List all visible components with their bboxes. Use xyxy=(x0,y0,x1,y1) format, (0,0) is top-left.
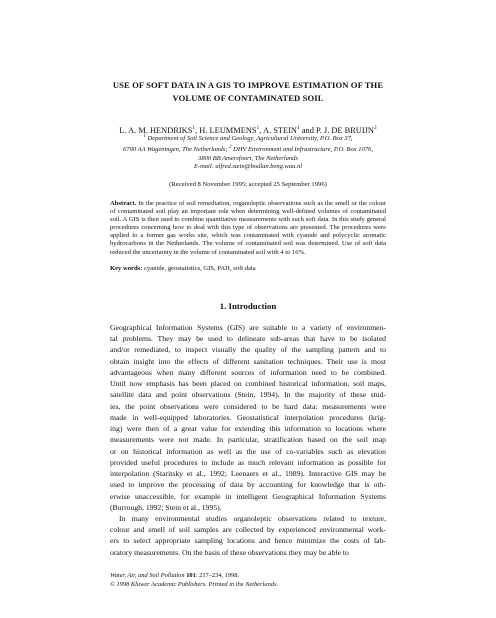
section-heading: 1. Introduction xyxy=(219,301,277,311)
body-line: measurements were not made. In particular, stratification based on the soil map xyxy=(110,435,386,445)
author-affiliation-mark: 1 xyxy=(256,125,260,131)
author-affiliation-mark: 1 xyxy=(296,125,300,131)
affiliation-sup-1: 1 xyxy=(143,134,146,139)
body-line: ing) were then of a great value for extending this information to locations where xyxy=(110,424,386,434)
received-dates: (Received 8 November 1995; accepted 25 September 1996) xyxy=(169,181,327,188)
body-line: (Burrough, 1992; Stein et al., 1995). xyxy=(110,502,222,512)
body-line: ies, the point observations were considered to be hard data: measurements were xyxy=(110,401,386,411)
title-line-2: VOLUME OF CONTAMINATED SOIL xyxy=(172,93,324,103)
affiliation-line-2a: 6700 AA Wageningen, The Netherlands; xyxy=(123,145,230,153)
affiliation-sup-2: 2 xyxy=(229,144,232,150)
body-line: interpolation (Staritsky et al., 1992; Leenaers et al., 1989). Interactive GIS may be xyxy=(110,469,386,479)
body-line: obtain insight into the effects of different sanitation techniques. Their use is most xyxy=(110,356,386,366)
author-name: L. A. M. HENDRIKS xyxy=(119,125,193,135)
body-line: In many environmental studies organoleptic observations related to texture, xyxy=(119,513,386,523)
author-name: A. STEIN xyxy=(263,125,297,135)
footer-volume: 101 xyxy=(186,572,196,579)
body-line: advantageous when many different sources of information need to be combined. xyxy=(110,367,386,377)
author-affiliation-mark: 1 xyxy=(192,125,196,131)
body-line: Geographical Information Systems (GIS) are suitable to a variety of environmen- xyxy=(110,323,386,332)
footer-copyright: © 1998 Kluwer Academic Publishers. Printed in the Netherlands. xyxy=(110,580,279,588)
body-line: tal problems. They may be used to delineate sub-areas that have to be isolated xyxy=(110,334,386,344)
affiliations xyxy=(60,133,436,172)
paper-title xyxy=(70,79,426,105)
affiliation-line-2b: DHV Environment and Infrastructure, P.O. Box 1076, xyxy=(231,145,373,153)
affiliation-line-3: 3800 BB Amersfoort, The Netherlands xyxy=(198,154,298,162)
body-line: used to improve the processing of data by accounting for knowledge that is oth- xyxy=(110,480,386,490)
author-name: P. J. DE BRUIJN xyxy=(316,125,374,135)
footer-pages: : 217–234, 1998. xyxy=(195,572,240,579)
title-line-1: USE OF SOFT DATA IN A GIS TO IMPROVE ESTIMATION OF THE xyxy=(112,80,384,90)
keywords-label: Key words: xyxy=(110,265,143,272)
body-line: satellite data and point observations (Stein, 1994). In the majority of these stud- xyxy=(110,390,386,400)
author-name: H. LEUMMENS xyxy=(199,125,257,135)
body-line: Until now emphasis has been placed on combined historical information, soil maps, xyxy=(110,379,386,389)
footer-journal: Water, Air, and Soil Pollution xyxy=(110,572,185,579)
abstract-text: In the practice of soil remediation, organoleptic observations such as the smell or the colour of contaminated soil play an important role when determining well-defined volumes of contaminated soil. A GIS is then used to combine quantitative measurements with such soft data. In this study general procedures concerning how to deal with this type of observations are presented. The procedures were applied to a former gas works site, which was contaminated with cyanide and polycyclic aromatic hydrocarbons in the Netherlands. The volume of contaminated soil was determined. Use of soft data reduced the uncertainty in the volume of contaminated soil with 4 to 16%. xyxy=(110,200,386,256)
author-affiliation-mark: 2 xyxy=(373,125,377,131)
author-email: E-mail: alfred.stein@bodlan.beng.wau.nl xyxy=(193,163,303,171)
introduction-body xyxy=(110,322,386,558)
keywords xyxy=(110,265,386,273)
body-line: provided useful procedures to include as much relevant information as possible for xyxy=(110,457,386,467)
author-separator: , xyxy=(259,125,264,135)
body-line: ers to select appropriate sampling locations and hence minimize the costs of lab- xyxy=(110,536,386,546)
body-line: or on historical information as well as the use of co-variables such as elevation xyxy=(110,446,386,456)
author-separator: and xyxy=(299,125,317,135)
page-footer xyxy=(110,572,386,589)
body-line: made in well-equipped laboratories. Geostatistical interpolation procedures (krig- xyxy=(110,412,386,422)
author-separator: , xyxy=(195,125,200,135)
body-line: colour and smell of soil samples are collected by experienced environmental work- xyxy=(110,525,386,535)
body-line: and/or remediated, to inspect visually the quality of the sampling pattern and to xyxy=(110,345,386,355)
keywords-text: cyanide, geostatistics, GIS, PAH, soft data xyxy=(142,265,256,272)
abstract xyxy=(110,200,386,257)
body-line: erwise unaccessible, for example in intelligent Geographical Information Systems xyxy=(110,491,386,501)
affiliation-line-1: Department of Soil Science and Geology, Agricultural University, P.O. Box 37, xyxy=(145,135,353,143)
body-line: oratory measurements. On the basis of these observations they may be able to xyxy=(110,547,349,557)
abstract-label: Abstract. xyxy=(110,200,137,207)
